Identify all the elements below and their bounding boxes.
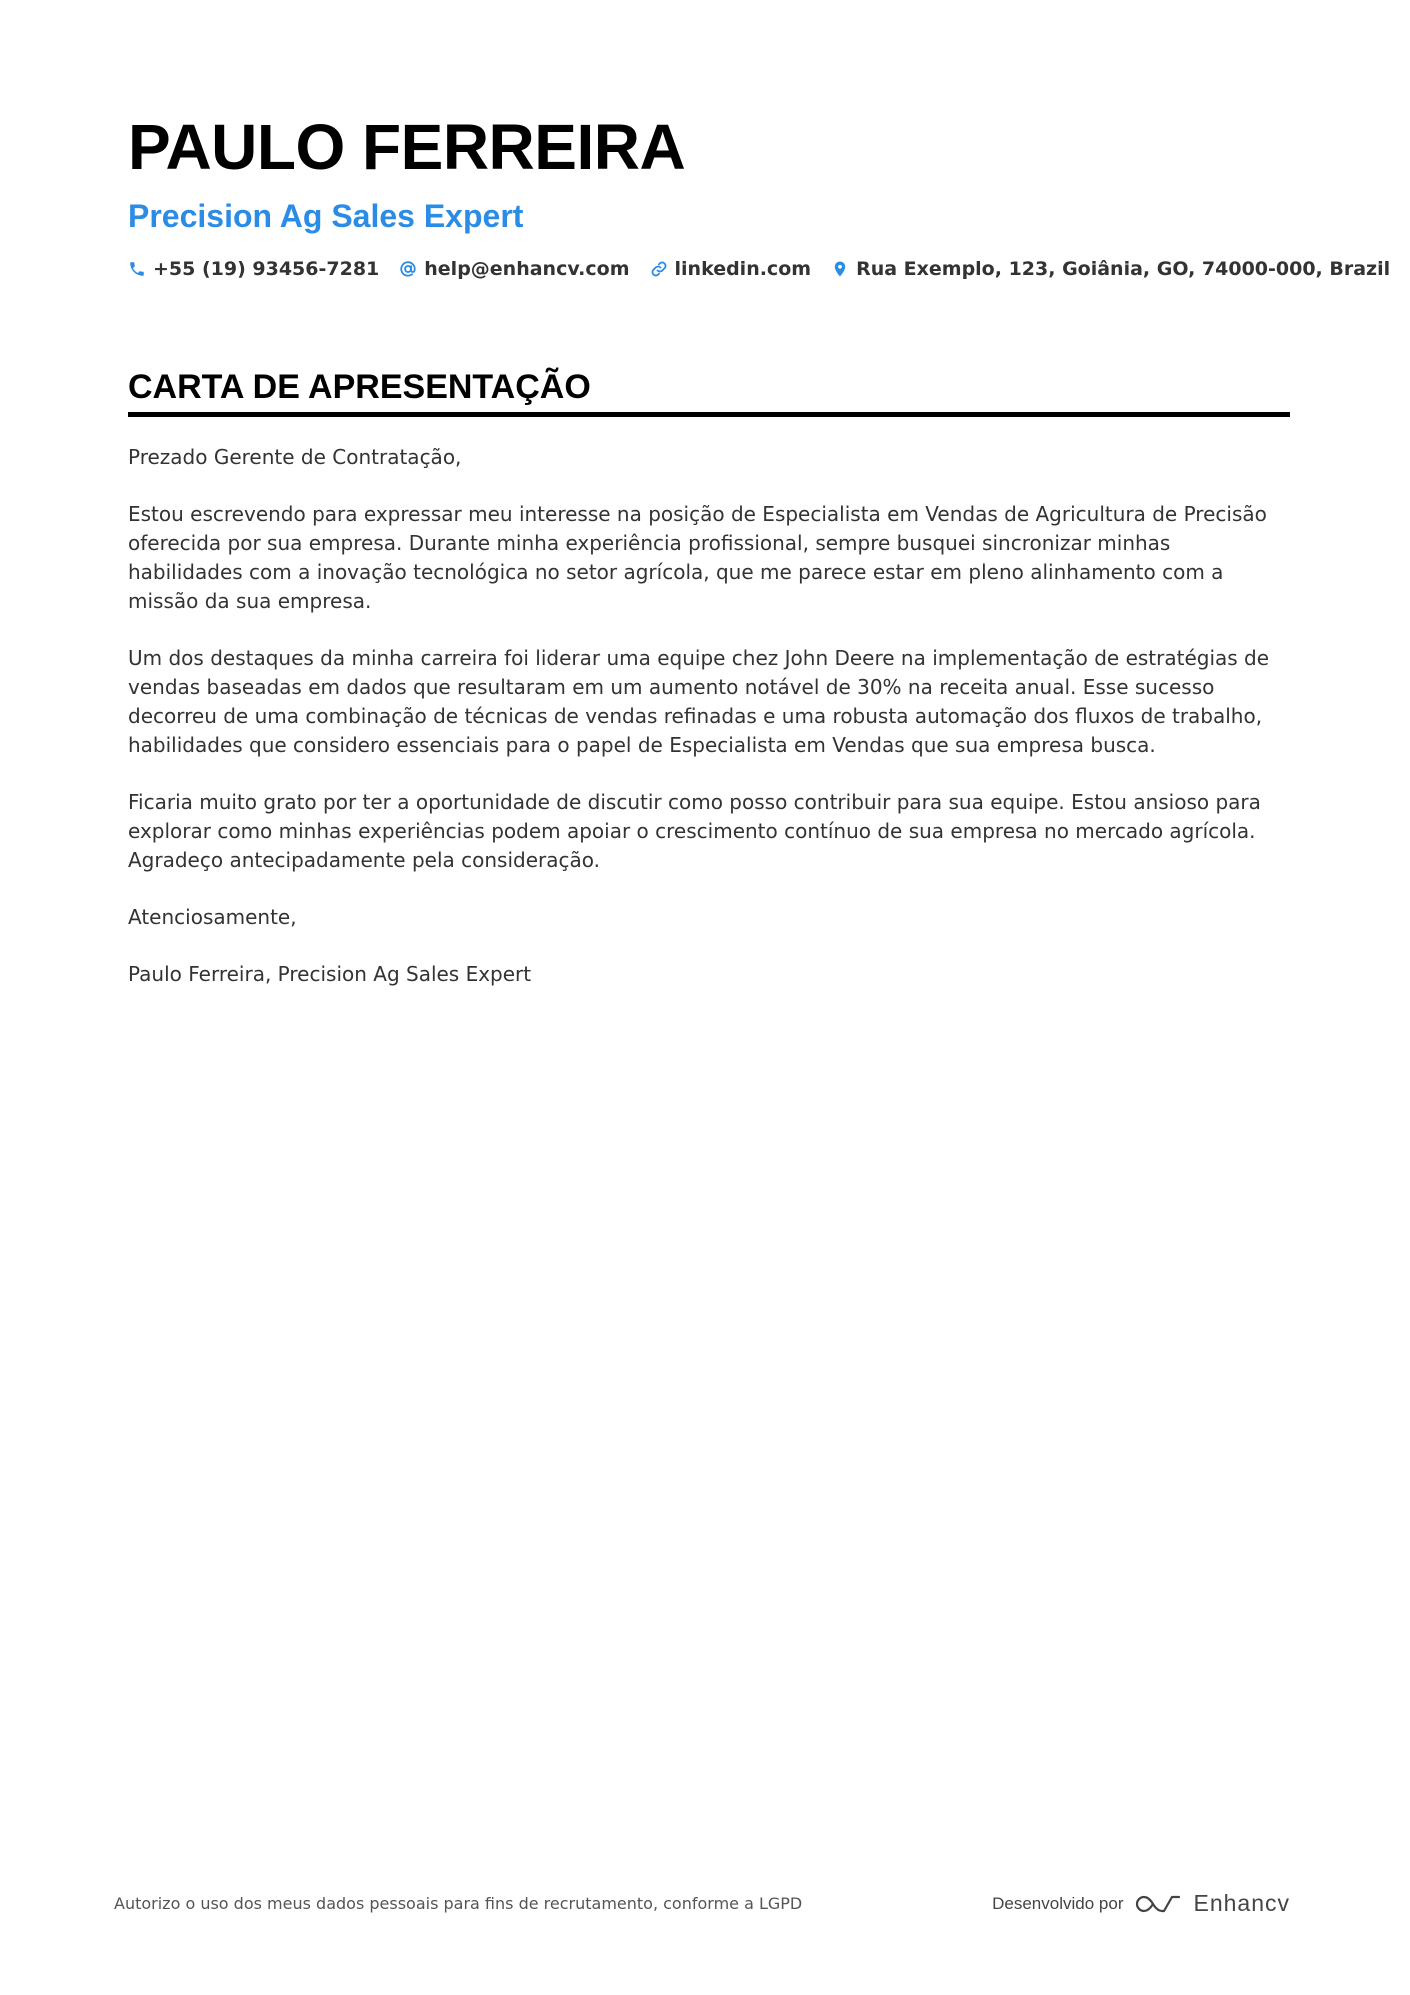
phone-text: +55 (19) 93456-7281 [153,258,380,280]
letter-signature: Paulo Ferreira, Precision Ag Sales Expert [128,962,532,986]
contact-address [831,258,1390,280]
at-icon [399,260,417,278]
section-divider [128,412,1290,417]
letter-paragraph: Um dos destaques da minha carreira foi liderar uma equipe chez John Deere na implementação de estratégias de vendas baseadas em dados que resultaram em um aumento notável de 30% na receita anual. Esse sucesso decorreu de uma combinação de técnicas de vendas refinadas e uma robusta automação dos fluxos de trabalho, habilidades que considero essenciais para o papel de Especialista em Vendas que sua empresa busca. [128,646,1270,757]
contact-phone [128,258,379,280]
contact-linkedin [650,258,812,280]
letter-greeting: Prezado Gerente de Contratação, [128,445,462,469]
powered-by-text: Desenvolvido por [992,1893,1124,1913]
footer [114,1890,1290,1917]
letter-body [128,443,1290,989]
linkedin-text: linkedin.com [674,258,812,280]
cover-letter-section [128,364,1290,1017]
letter-paragraph: Ficaria muito grato por ter a oportunidade de discutir como posso contribuir para sua equipe. Estou ansioso para explorar como minhas experiências podem apoiar o crescimento contínuo de sua empresa no mercado agrícola. Agradeço antecipadamente pela consideração. [128,790,1261,872]
consent-text: Autorizo o uso dos meus dados pessoais para fins de recrutamento, conforme a LGPD [114,1894,803,1913]
enhancv-brand: Enhancv [1193,1890,1290,1916]
email-text: help@enhancv.com [424,258,630,280]
link-icon [650,260,668,278]
letter-closing: Atenciosamente, [128,905,297,929]
contact-email [399,258,629,280]
candidate-name: PAULO FERREIRA [128,111,686,183]
map-pin-icon [831,260,849,278]
powered-by [992,1890,1290,1917]
phone-icon [128,260,146,278]
contact-bar [128,258,1391,280]
address-text: Rua Exemplo, 123, Goiânia, GO, 74000-000, Brazil [856,258,1391,280]
enhancv-logo-icon [1135,1892,1181,1916]
header [128,108,1391,280]
candidate-title: Precision Ag Sales Expert [128,198,524,234]
letter-paragraph: Estou escrevendo para expressar meu interesse na posição de Especialista em Vendas de Agricultura de Precisão oferecida por sua empresa. Durante minha experiência profissional, sempre busquei sincronizar minhas habilidades com a inovação tecnológica no setor agrícola, que me parece estar em pleno alinhamento com a missão da sua empresa. [128,502,1267,613]
section-title: CARTA DE APRESENTAÇÃO [128,368,591,406]
